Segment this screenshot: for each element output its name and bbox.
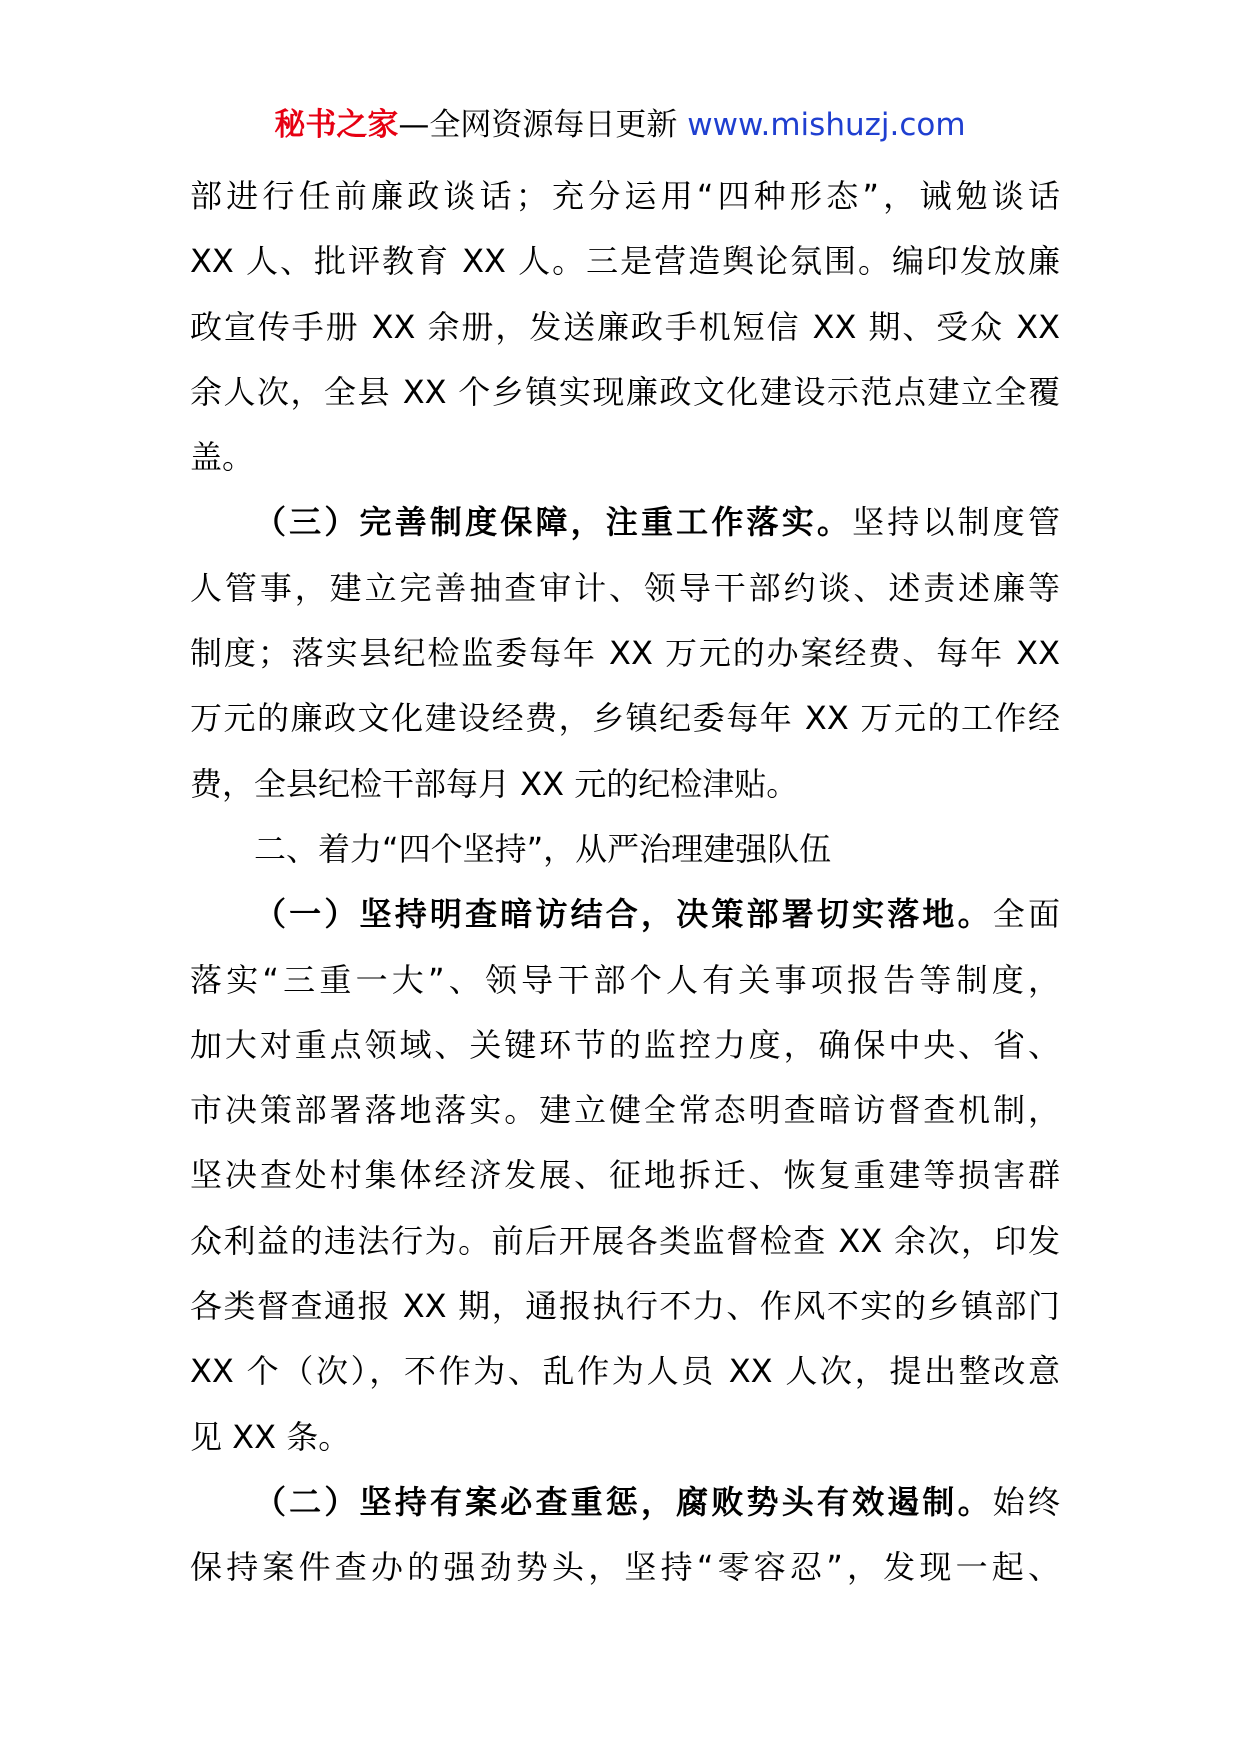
- text-line-20: 见 XX 条。: [190, 1417, 351, 1456]
- text-line-3: 政宣传手册 XX 余册，发送廉政手机短信 XX 期、受众 XX: [190, 307, 1060, 346]
- text-line-10: 费，全县纪检干部每月 XX 元的纪检津贴。: [190, 764, 799, 803]
- document-body: [190, 164, 1060, 1601]
- section-heading-1: （一）坚持明查暗访结合，决策部署切实落地。全面: [254, 895, 1060, 934]
- text-line-9: 万元的廉政文化建设经费，乡镇纪委每年 XX 万元的工作经: [190, 699, 1060, 738]
- text-line-1: 部进行任前廉政谈话；充分运用“四种形态”，诫勉谈话: [190, 177, 1060, 215]
- text-line-2: XX 人、批评教育 XX 人。三是营造舆论氛围。编印发放廉: [190, 242, 1060, 281]
- text-line-8: 制度；落实县纪检监委每年 XX 万元的办案经费、每年 XX: [190, 634, 1060, 673]
- text-line-14: 加大对重点领域、关键环节的监控力度，确保中央、省、: [190, 1025, 1060, 1064]
- site-header: [0, 103, 1240, 147]
- section-heading-3-title: （三）完善制度保障，注重工作落实。: [254, 503, 853, 542]
- text-line-16: 坚决查处村集体经济发展、征地拆迁、恢复重建等损害群: [190, 1156, 1060, 1195]
- header-slogan: —全网资源每日更新: [398, 107, 688, 143]
- text-line-22: 保持案件查办的强劲势头，坚持“零容忍”，发现一起、: [190, 1548, 1060, 1587]
- text-line-18: 各类督查通报 XX 期，通报执行不力、作风不实的乡镇部门: [190, 1287, 1060, 1326]
- text-line-17: 众利益的违法行为。前后开展各类监督检查 XX 余次，印发: [190, 1221, 1060, 1260]
- text-line-5: 盖。: [190, 438, 255, 477]
- text-line-4: 余人次，全县 XX 个乡镇实现廉政文化建设示范点建立全覆: [190, 372, 1060, 411]
- section-heading-2: （二）坚持有案必查重惩，腐败势头有效遏制。始终: [254, 1482, 1060, 1521]
- section-heading-3: （三）完善制度保障，注重工作落实。坚持以制度管: [254, 503, 1060, 542]
- text-line-19: XX 个（次），不作为、乱作为人员 XX 人次，提出整改意: [190, 1352, 1060, 1391]
- brand-name: 秘书之家: [274, 107, 399, 143]
- site-url-link[interactable]: www.mishuzj.com: [687, 107, 966, 143]
- text-line-13: 落实“三重一大”、领导干部个人有关事项报告等制度，: [190, 960, 1060, 999]
- section-heading-1-title: （一）坚持明查暗访结合，决策部署切实落地。: [254, 895, 993, 934]
- chapter-heading-2: 二、着力“四个坚持”，从严治理建强队伍: [254, 829, 832, 868]
- section-heading-2-title: （二）坚持有案必查重惩，腐败势头有效遏制。: [254, 1482, 993, 1521]
- text-line-15: 市决策部署落地落实。建立健全常态明查暗访督查机制，: [190, 1091, 1060, 1130]
- text-line-7: 人管事，建立完善抽查审计、领导干部约谈、述责述廉等: [190, 568, 1060, 607]
